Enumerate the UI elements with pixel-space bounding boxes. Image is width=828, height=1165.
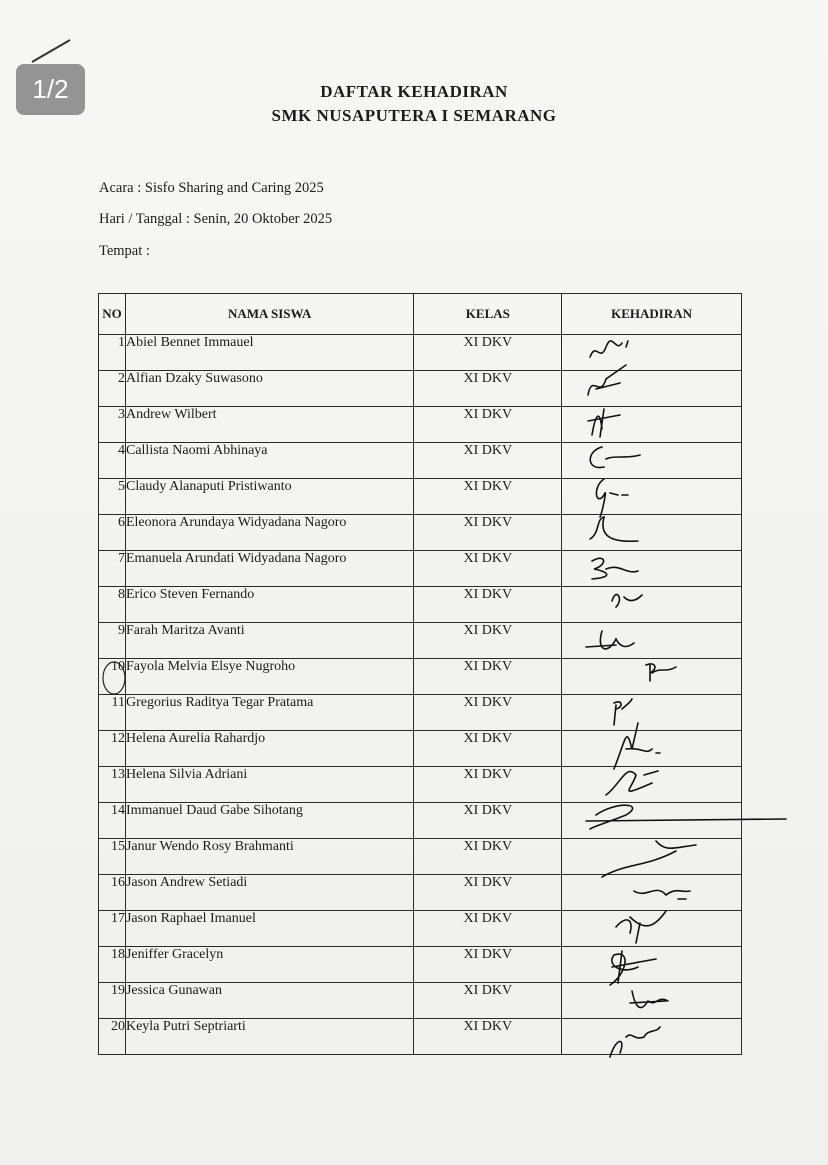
student-name: Jessica Gunawan (125, 983, 413, 1019)
row-number: 12 (99, 731, 126, 767)
student-class: XI DKV (414, 803, 562, 839)
page-indicator[interactable]: 1/2 (16, 64, 85, 115)
student-name: Farah Maritza Avanti (125, 623, 413, 659)
school-name: SMK NUSAPUTERA I SEMARANG (271, 106, 557, 125)
row-number: 14 (99, 803, 126, 839)
student-class: XI DKV (414, 839, 562, 875)
student-name: Helena Silvia Adriani (125, 767, 413, 803)
student-class: XI DKV (414, 335, 562, 371)
signature-icon (566, 1013, 736, 1057)
row-number: 7 (99, 551, 126, 587)
attendance-table (98, 293, 742, 1055)
student-class: XI DKV (414, 731, 562, 767)
student-name: Andrew Wilbert (125, 407, 413, 443)
row-number: 15 (99, 839, 126, 875)
row-number: 11 (99, 695, 126, 731)
student-class: XI DKV (414, 515, 562, 551)
student-class: XI DKV (414, 659, 562, 695)
student-class: XI DKV (414, 623, 562, 659)
student-name: Eleonora Arundaya Widyadana Nagoro (125, 515, 413, 551)
student-class: XI DKV (414, 875, 562, 911)
document-title: DAFTAR KEHADIRAN (320, 82, 508, 101)
student-name: Claudy Alanaputi Pristiwanto (125, 479, 413, 515)
header-kehadiran: KEHADIRAN (562, 294, 742, 335)
row-number: 3 (99, 407, 126, 443)
student-class: XI DKV (414, 551, 562, 587)
handwritten-circle-mark (100, 660, 130, 696)
student-class: XI DKV (414, 947, 562, 983)
student-class: XI DKV (414, 407, 562, 443)
student-name: Helena Aurelia Rahardjo (125, 731, 413, 767)
student-class: XI DKV (414, 983, 562, 1019)
row-number: 10 (99, 659, 126, 695)
row-number: 20 (99, 1019, 126, 1055)
row-number: 18 (99, 947, 126, 983)
student-class: XI DKV (414, 371, 562, 407)
student-class: XI DKV (414, 443, 562, 479)
student-name: Immanuel Daud Gabe Sihotang (125, 803, 413, 839)
student-name: Jason Andrew Setiadi (125, 875, 413, 911)
student-class: XI DKV (414, 587, 562, 623)
student-name: Fayola Melvia Elsye Nugroho (125, 659, 413, 695)
student-class: XI DKV (414, 1019, 562, 1055)
table-row (99, 1019, 742, 1055)
header-nama: NAMA SISWA (125, 294, 413, 335)
event-line: Acara : Sisfo Sharing and Caring 2025 (99, 180, 324, 196)
row-number: 13 (99, 767, 126, 803)
header-no: NO (99, 294, 126, 335)
row-number: 5 (99, 479, 126, 515)
attendance-signature-cell (562, 1019, 742, 1055)
row-number: 1 (99, 335, 126, 371)
place-line: Tempat : (99, 243, 150, 259)
row-number: 16 (99, 875, 126, 911)
row-number: 8 (99, 587, 126, 623)
student-class: XI DKV (414, 767, 562, 803)
row-number: 6 (99, 515, 126, 551)
student-name: Callista Naomi Abhinaya (125, 443, 413, 479)
row-number: 9 (99, 623, 126, 659)
student-name: Janur Wendo Rosy Brahmanti (125, 839, 413, 875)
student-class: XI DKV (414, 911, 562, 947)
student-name: Gregorius Raditya Tegar Pratama (125, 695, 413, 731)
header-kelas: KELAS (414, 294, 562, 335)
pen-stroke-mark (30, 36, 74, 66)
row-number: 2 (99, 371, 126, 407)
student-name: Jason Raphael Imanuel (125, 911, 413, 947)
student-name: Erico Steven Fernando (125, 587, 413, 623)
row-number: 19 (99, 983, 126, 1019)
student-class: XI DKV (414, 479, 562, 515)
student-name: Abiel Bennet Immauel (125, 335, 413, 371)
student-class: XI DKV (414, 695, 562, 731)
student-name: Keyla Putri Septriarti (125, 1019, 413, 1055)
date-line: Hari / Tanggal : Senin, 20 Oktober 2025 (99, 211, 333, 227)
row-number: 17 (99, 911, 126, 947)
student-name: Jeniffer Gracelyn (125, 947, 413, 983)
student-name: Emanuela Arundati Widyadana Nagoro (125, 551, 413, 587)
row-number: 4 (99, 443, 126, 479)
student-name: Alfian Dzaky Suwasono (125, 371, 413, 407)
